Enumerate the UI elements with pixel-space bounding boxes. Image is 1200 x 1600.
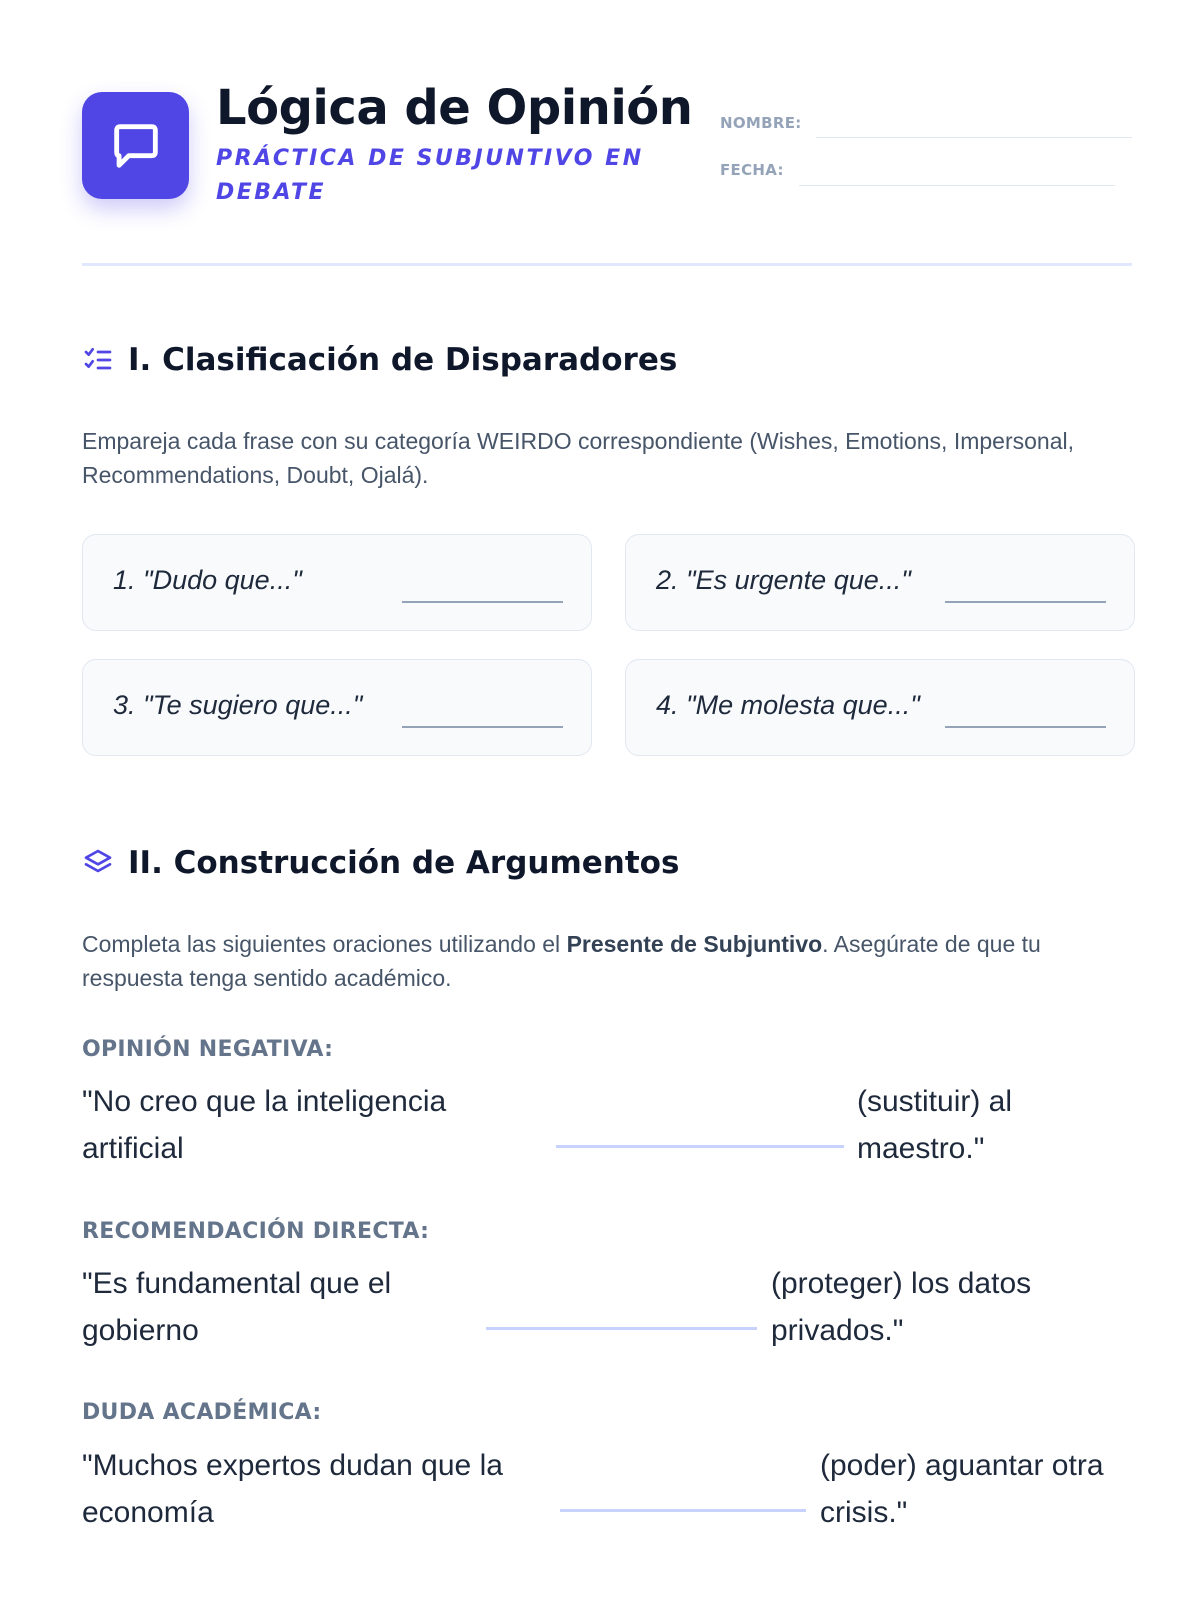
trigger-card (82, 534, 592, 631)
exercise-prompt: "Muchos expertos dudan que la economía (82, 1449, 503, 1529)
section-1-header (82, 342, 677, 378)
exercise-ending: (sustituir) al maestro." (857, 1085, 1013, 1165)
answer-blank[interactable] (402, 726, 563, 728)
checklist-icon (82, 344, 114, 376)
section-2-description (82, 927, 1142, 995)
answer-blank[interactable] (945, 726, 1106, 728)
section-2-title: II. Construcción de Argumentos (128, 845, 680, 881)
name-field[interactable] (816, 137, 1132, 138)
exercise-prompt: "No creo que la inteligencia artificial (82, 1085, 447, 1165)
trigger-card (625, 534, 1135, 631)
trigger-phrase: 3. "Te sugiero que..." (113, 690, 363, 720)
answer-blank[interactable] (560, 1509, 806, 1512)
section-2-header (82, 845, 679, 881)
date-label: FECHA: (720, 161, 784, 179)
page-title: Lógica de Opinión (216, 80, 693, 136)
exercise-label: DUDA ACADÉMICA: (82, 1400, 322, 1425)
description-text: . Asegúrate de que tu respuesta tenga sentido académico. (82, 931, 1041, 991)
trigger-phrase: 1. "Dudo que..." (113, 565, 302, 595)
name-label: NOMBRE: (720, 114, 802, 132)
trigger-card (625, 659, 1135, 756)
page-subtitle: PRÁCTICA DE SUBJUNTIVO EN DEBATE (216, 146, 644, 205)
answer-blank[interactable] (556, 1145, 844, 1148)
answer-blank[interactable] (945, 601, 1106, 603)
trigger-phrase: 2. "Es urgente que..." (656, 565, 911, 595)
exercise-ending: (proteger) los datos privados." (771, 1267, 1032, 1347)
answer-blank[interactable] (402, 601, 563, 603)
trigger-card (82, 659, 592, 756)
description-emphasis: Presente de Subjuntivo (566, 931, 823, 957)
answer-blank[interactable] (486, 1327, 757, 1330)
logo (82, 92, 189, 199)
layers-icon (82, 847, 114, 879)
header-divider (82, 263, 1132, 266)
exercise-label: RECOMENDACIÓN DIRECTA: (82, 1219, 430, 1244)
exercise-prompt: "Es fundamental que el gobierno (82, 1267, 392, 1347)
date-field[interactable] (799, 185, 1115, 186)
section-1-title: I. Clasificación de Disparadores (128, 342, 678, 378)
chat-bubble-icon (107, 117, 165, 175)
trigger-phrase: 4. "Me molesta que..." (656, 690, 920, 720)
exercise-ending: (poder) aguantar otra crisis." (820, 1449, 1104, 1529)
section-1-description: Empareja cada frase con su categoría WEIRDO correspondiente (Wishes, Emotions, Impersonal, Recommendations, Doubt, Ojalá). (82, 428, 1074, 488)
exercise-label: OPINIÓN NEGATIVA: (82, 1037, 334, 1062)
description-text: Completa las siguientes oraciones utilizando el (82, 931, 567, 957)
